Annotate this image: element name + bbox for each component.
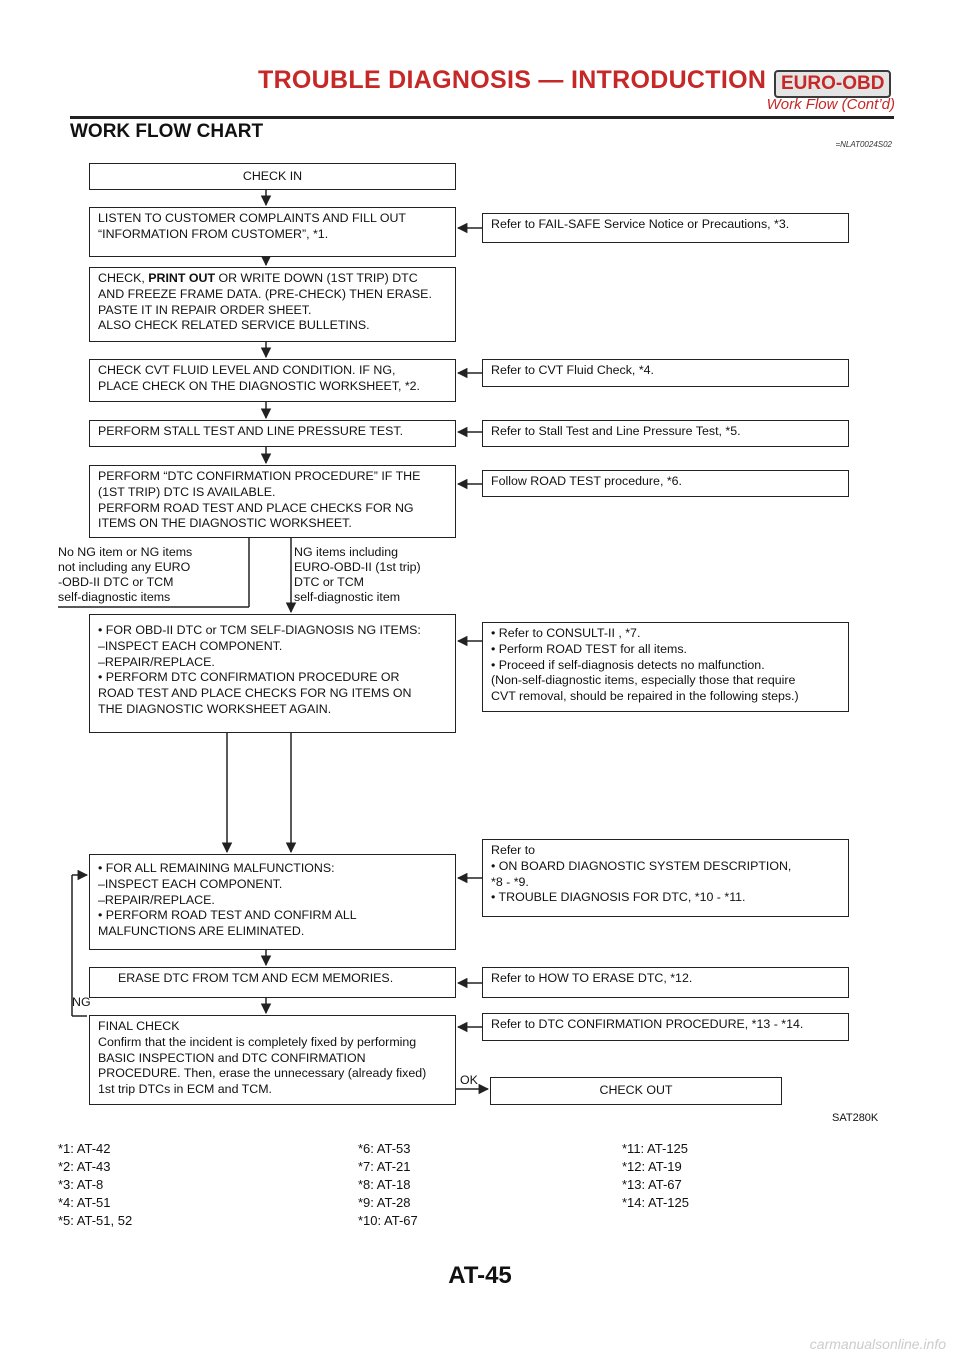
ref-cvt-box: Refer to CVT Fluid Check, *4. [482,359,849,387]
remaining-malfunctions-box: • FOR ALL REMAINING MALFUNCTIONS: –INSPECT EACH COMPONENT. –REPAIR/REPLACE. • PERFORM ROAD TEST AND CONFIRM ALL MALFUNCTIONS ARE ELIMINATED. [89,854,456,950]
page-header-title: TROUBLE DIAGNOSIS — INTRODUCTION [258,66,767,94]
references-column-1: *1: AT-42 *2: AT-43 *3: AT-8 *4: AT-51 *5: AT-51, 52 [58,1141,133,1228]
final-check-body: Confirm that the incident is completely fixed by performing BASIC INSPECTION and DTC CONFIRMATION PROCEDURE. Then, erase the unnecessary (already fixed) 1st trip DTCs in ECM and TCM. [98,1034,427,1097]
section-title: WORK FLOW CHART [70,121,264,142]
watermark: carmanualsonline.info [809,1336,946,1352]
dtc-confirmation-box: PERFORM “DTC CONFIRMATION PROCEDURE” IF THE (1ST TRIP) DTC IS AVAILABLE. PERFORM ROAD TEST AND PLACE CHECKS FOR NG ITEMS ON THE DIAGNOSTIC WORKSHEET. [89,465,456,538]
ref-consult-box: • Refer to CONSULT-II , *7. • Perform ROAD TEST for all items. • Proceed if self-diagnosis detects no malfunction. (Non-self-diagnostic items, especially those that require CVT removal, should be repaired in the following steps.) [482,622,849,712]
ok-label: OK [460,1073,478,1087]
check-dtc-box [89,267,456,342]
ref-erase-box: Refer to HOW TO ERASE DTC, *12. [482,967,849,998]
check-in-box: CHECK IN [89,163,456,190]
stall-test-box: PERFORM STALL TEST AND LINE PRESSURE TEST. [89,420,456,447]
obd-ng-items-box: • FOR OBD-II DTC or TCM SELF-DIAGNOSIS NG ITEMS: –INSPECT EACH COMPONENT. –REPAIR/REPLACE. • PERFORM DTC CONFIRMATION PROCEDURE OR ROAD TEST AND PLACE CHECKS FOR NG ITEMS ON THE DIAGNOSTIC WORKSHEET AGAIN. [89,614,456,733]
listen-customer-box: LISTEN TO CUSTOMER COMPLAINTS AND FILL OUT “INFORMATION FROM CUSTOMER”, *1. [89,207,456,257]
ng-label: NG [72,995,91,1009]
section-code: =NLAT0024S02 [835,140,892,149]
ref-onboard-box: Refer to • ON BOARD DIAGNOSTIC SYSTEM DESCRIPTION, *8 - *9. • TROUBLE DIAGNOSIS FOR DTC, *10 - *11. [482,839,849,917]
branch-left-label: No NG item or NG items not including any EURO -OBD-II DTC or TCM self-diagnostic items [58,545,193,604]
references-column-2: *6: AT-53 *7: AT-21 *8: AT-18 *9: AT-28 *10: AT-67 [358,1141,418,1228]
page-header-subtitle: Work Flow (Cont’d) [766,96,895,113]
cvt-fluid-box: CHECK CVT FLUID LEVEL AND CONDITION. IF NG, PLACE CHECK ON THE DIAGNOSTIC WORKSHEET, *2. [89,359,456,402]
erase-dtc-box: ERASE DTC FROM TCM AND ECM MEMORIES. [89,967,456,998]
final-check-title: FINAL CHECK [98,1019,180,1033]
check-dtc-text-2: OR WRITE DOWN (1ST TRIP) DTC AND FREEZE FRAME DATA. (PRE-CHECK) THEN ERASE. PASTE IT IN REPAIR ORDER SHEET. ALSO CHECK RELATED SERVICE BULLETINS. [98,271,432,333]
ref-road-test-box: Follow ROAD TEST procedure, *6. [482,470,849,497]
references-column-3: *11: AT-125 *12: AT-19 *13: AT-67 *14: AT-125 [622,1141,689,1210]
ref-stall-box: Refer to Stall Test and Line Pressure Test, *5. [482,420,849,447]
check-dtc-text-1: CHECK, [98,271,149,285]
page-header-badge: EURO-OBD [774,70,891,98]
ref-failsafe-box: Refer to FAIL-SAFE Service Notice or Precautions, *3. [482,213,849,243]
figure-code: SAT280K [832,1112,879,1124]
check-out-box: CHECK OUT [490,1077,782,1105]
final-check-box [89,1015,456,1105]
page-number: AT-45 [448,1262,512,1289]
branch-right-label: NG items including EURO-OBD-II (1st trip) DTC or TCM self-diagnostic item [294,545,421,604]
ref-final-box: Refer to DTC CONFIRMATION PROCEDURE, *13 - *14. [482,1013,849,1041]
print-out-text: PRINT OUT [148,271,216,285]
